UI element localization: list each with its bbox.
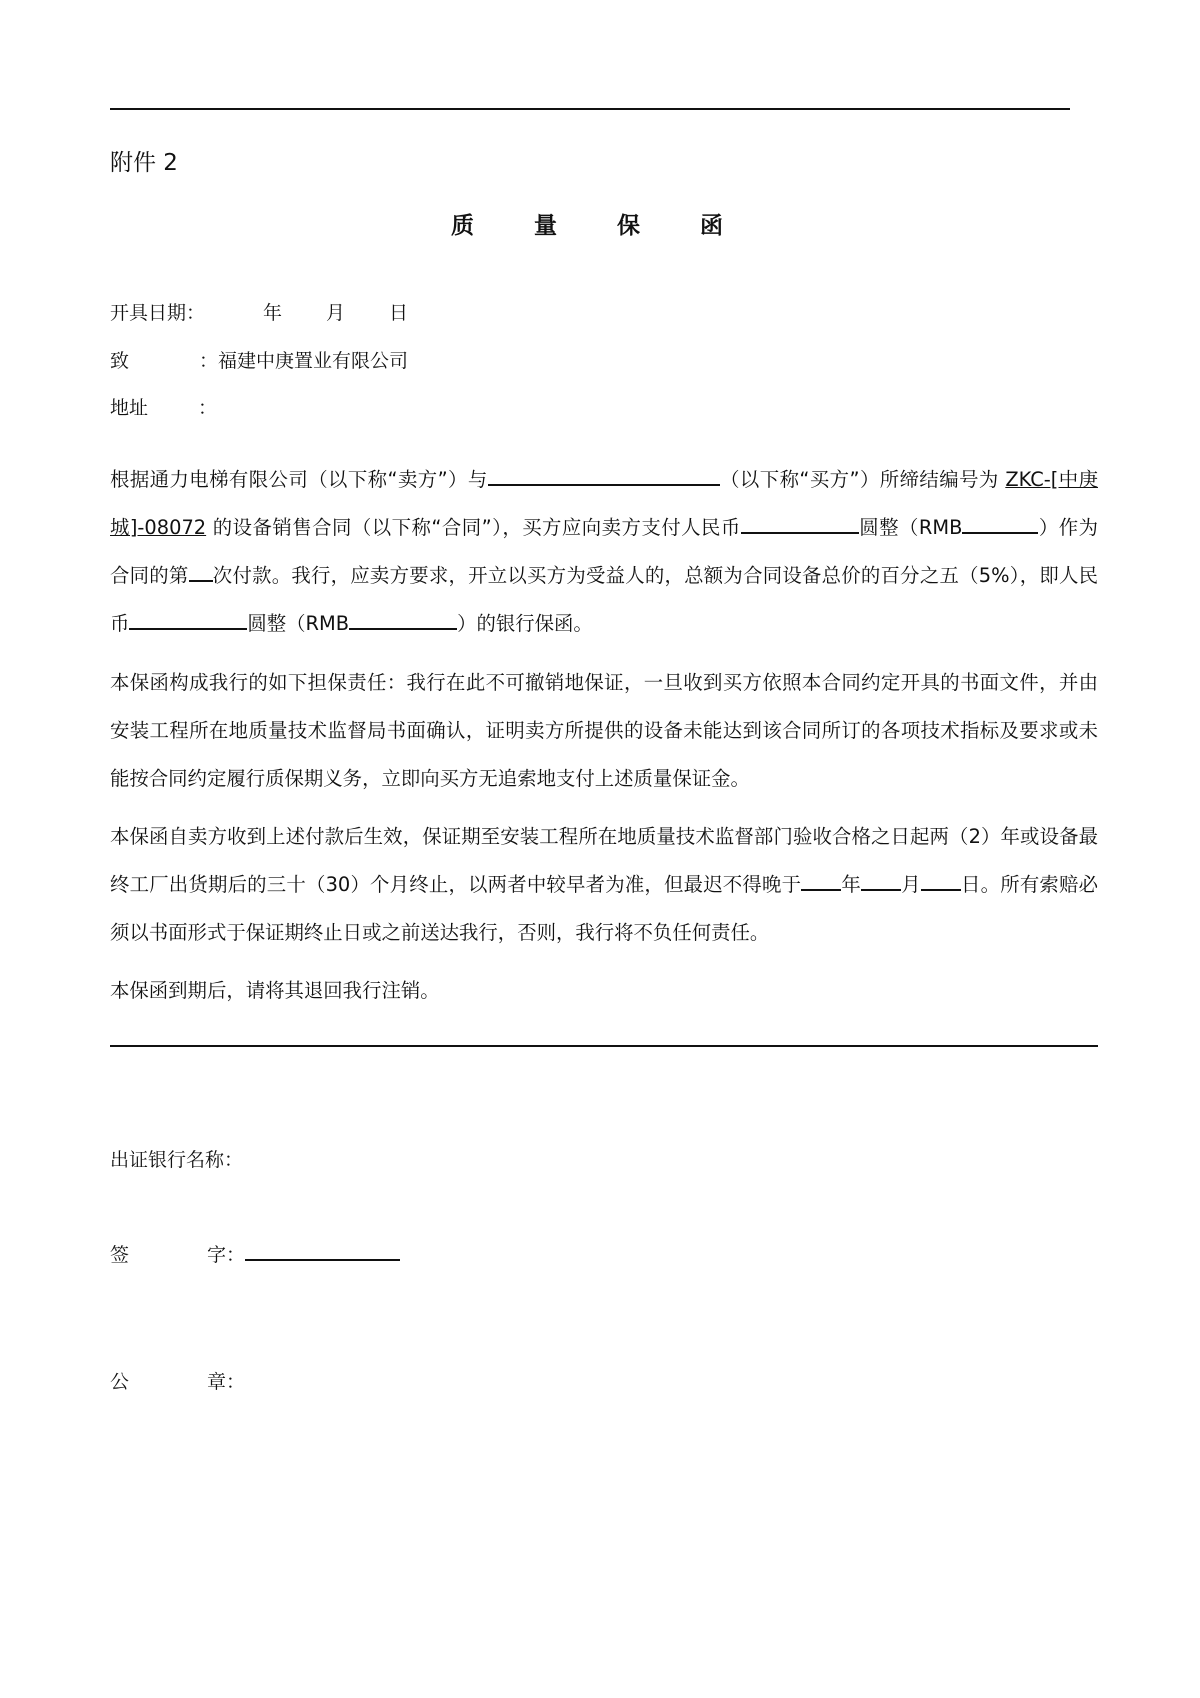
address-label: 地址 <box>110 397 149 419</box>
p1-text-2: （以下称“买方”）所缔结编号为 <box>719 468 1006 491</box>
p1-text-1: 根据通力电梯有限公司（以下称“卖方”）与 <box>110 468 488 491</box>
p3-month: 月 <box>901 873 921 896</box>
p1-text-7: 圆整（RMB <box>247 612 350 635</box>
top-rule <box>110 108 1070 110</box>
p1-text-4: 圆整（RMB <box>858 516 963 539</box>
to-label: 致 <box>110 350 130 372</box>
deadline-month-blank <box>861 871 901 891</box>
attachment-label: 附件 2 <box>110 150 178 176</box>
p3-text-1: 本保函自卖方收到上述付款后生效，保证期至安装工程所在地质量技术监督部门验收合格之日起两（2）年或设备最终工厂出货期后的三十（30）个月终止，以两者中较早者为准，但最迟不得晚于 <box>110 825 1098 896</box>
recipient-line <box>110 346 408 373</box>
deadline-year-blank <box>801 871 841 891</box>
seal-label-2: 章： <box>207 1371 246 1393</box>
installment-blank <box>189 562 213 582</box>
deadline-day-blank <box>921 871 961 891</box>
seal-label: 公 <box>110 1371 130 1393</box>
p3-year: 年 <box>841 873 862 896</box>
amount-blank-1 <box>741 514 859 534</box>
buyer-blank <box>488 466 720 486</box>
p1-text-5: ）作为合同的第 <box>110 516 1099 587</box>
document-title: 质 量 保 函 <box>450 213 750 239</box>
bottom-rule <box>110 1045 1098 1047</box>
sign-label: 签 <box>110 1244 130 1266</box>
signature-blank <box>245 1241 400 1261</box>
paragraph-2: 本保函构成我行的如下担保责任：我行在此不可撤销地保证，一旦收到买方依照本合同约定开具的书面文件，并由安装工程所在地质量技术监督局书面确认，证明卖方所提供的设备未能达到该合同所订的各项技术指标及要求或未能按合同约定履行质保期义务，立即向买方无追索地支付上述质量保证金。 <box>110 671 1098 790</box>
bank-name-label: 出证银行名称： <box>110 1149 244 1171</box>
p1-text-6: 次付款。我行，应卖方要求，开立以买方为受益人的，总额为合同设备总价的百分之五（5%），即人民币 <box>110 564 1099 635</box>
issue-date-line <box>110 298 408 325</box>
date-day: 日 <box>389 302 409 324</box>
address-line <box>110 393 217 420</box>
rmb-blank-1 <box>962 514 1038 534</box>
issue-date-label: 开具日期： <box>110 302 206 324</box>
paragraph-1 <box>110 456 1098 648</box>
p3-text-2: 日。所有索赔必须以书面形式于保证期终止日或之前送达我行，否则，我行将不负任何责任。 <box>110 873 1099 944</box>
rmb-blank-2 <box>349 610 457 630</box>
date-month: 月 <box>326 302 346 324</box>
signature-line <box>110 1240 400 1267</box>
date-year: 年 <box>263 302 283 324</box>
address-colon: ： <box>198 397 218 419</box>
seal-line <box>110 1367 245 1394</box>
p1-text-3: 的设备销售合同（以下称“合同”），买方应向卖方支付人民币 <box>206 516 741 539</box>
paragraph-3 <box>110 813 1098 957</box>
bank-name-line <box>110 1145 243 1172</box>
contract-number: ZKC-[中庚城]-08072 <box>110 468 1098 539</box>
amount-blank-2 <box>129 610 247 630</box>
paragraph-4: 本保函到期后，请将其退回我行注销。 <box>110 979 440 1002</box>
sign-label-2: 字： <box>207 1244 246 1266</box>
to-value: ：福建中庚置业有限公司 <box>199 350 409 372</box>
p1-text-8: ）的银行保函。 <box>457 612 593 635</box>
